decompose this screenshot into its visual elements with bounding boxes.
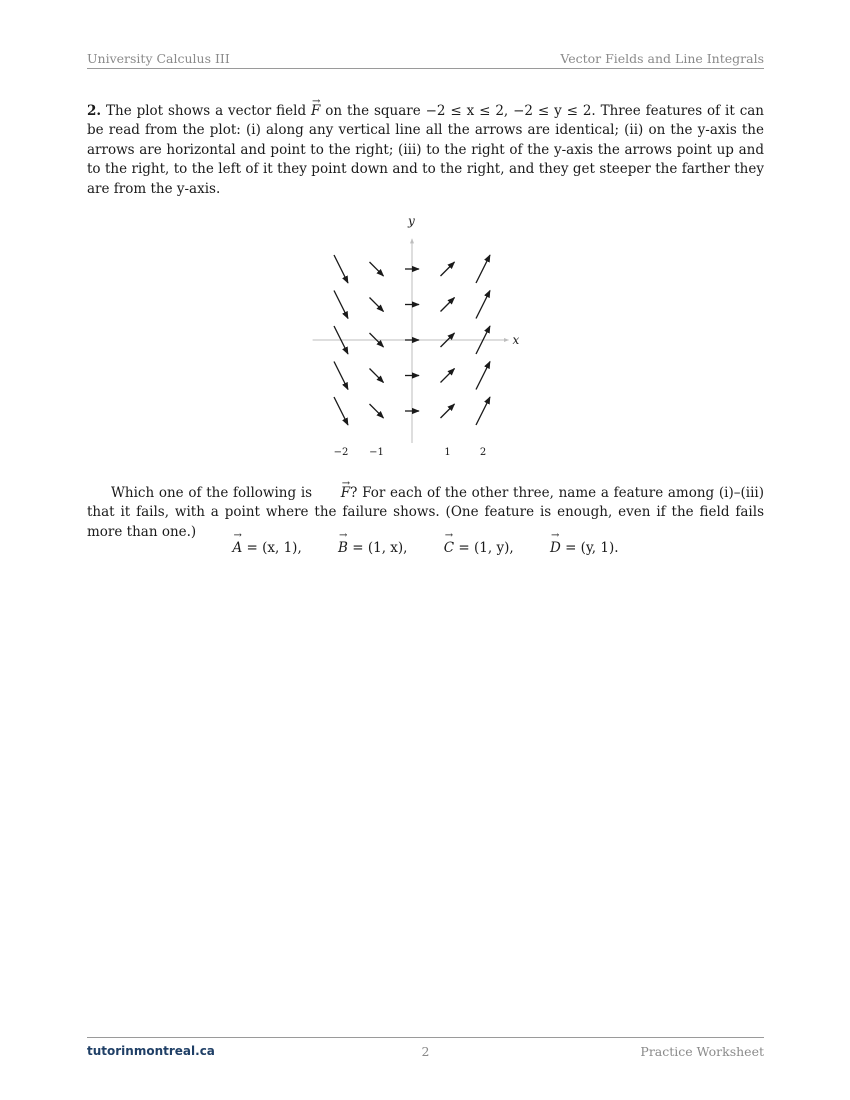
- problem-statement: [87, 102, 764, 199]
- x-axis-label: x: [512, 333, 520, 347]
- field-arrow: [370, 404, 384, 418]
- option-d: [550, 540, 619, 556]
- x-tick-label: 2: [479, 447, 487, 458]
- answer-options: [87, 540, 764, 556]
- option-d-symbol: → D: [550, 540, 561, 556]
- field-arrow: [334, 397, 348, 425]
- option-d-expr: = (y, 1).: [560, 540, 619, 556]
- field-arrow: [441, 262, 455, 276]
- field-arrow: [334, 255, 348, 283]
- option-c: [444, 540, 514, 556]
- field-arrow: [476, 362, 490, 390]
- question-text: [87, 484, 764, 542]
- option-c-symbol: → C: [444, 540, 454, 556]
- question-text-intro: Which one of the following is: [111, 485, 317, 501]
- section-title: Vector Fields and Line Integrals: [560, 51, 764, 66]
- problem-number: 2.: [87, 103, 102, 119]
- field-arrow: [334, 362, 348, 390]
- x-tick-label: 1: [444, 447, 451, 458]
- page-footer: [87, 1037, 764, 1062]
- problem-text-features: on the square −2 ≤ x ≤ 2, −2 ≤ y ≤ 2. Three features of it can be read from the plot: (i) along any vertical line all the arrows are identical; (ii) on the y-axis the arrows are horizontal and point to the right; (iii) to the right of the y-axis the arrows point up and to the right, to the left of it they point down and to the right, and they get steeper the farther they are from the y-axis.: [87, 103, 764, 197]
- option-a-expr: = (x, 1),: [242, 540, 302, 556]
- x-tick-labels: [334, 447, 487, 458]
- footer-site: tutorinmontreal.ca: [87, 1044, 215, 1058]
- x-tick-label: −2: [333, 447, 349, 458]
- field-arrow: [334, 291, 348, 319]
- footer-label: Practice Worksheet: [640, 1044, 764, 1059]
- page-header: [87, 50, 764, 69]
- option-b-symbol: → B: [338, 540, 348, 556]
- field-arrow: [441, 369, 455, 383]
- option-a-symbol: → A: [232, 540, 242, 556]
- option-b-expr: = (1, x),: [347, 540, 408, 556]
- field-arrow: [370, 369, 384, 383]
- course-title: University Calculus III: [87, 51, 230, 66]
- field-arrow: [441, 298, 455, 312]
- y-axis-label: y: [408, 213, 415, 228]
- question-text-body: ? For each of the other three, name a feature among (i)–(iii) that it fails, with a point where the failure shows. (One feature is enough, even if the field fails more than one.): [87, 485, 764, 540]
- field-arrow: [476, 397, 490, 425]
- page-number: 2: [421, 1044, 430, 1059]
- problem-text-intro: The plot shows a vector field: [106, 103, 311, 119]
- field-arrow: [476, 291, 490, 319]
- field-symbol: → F: [311, 102, 320, 121]
- field-arrow: [370, 262, 384, 276]
- vector-field-plot: [300, 210, 540, 470]
- field-arrow: [370, 298, 384, 312]
- field-symbol: → F: [317, 484, 350, 503]
- field-arrow: [441, 404, 455, 418]
- option-c-expr: = (1, y),: [454, 540, 514, 556]
- option-a: [232, 540, 301, 556]
- option-b: [338, 540, 407, 556]
- field-arrow: [476, 255, 490, 283]
- x-tick-label: −1: [369, 447, 384, 458]
